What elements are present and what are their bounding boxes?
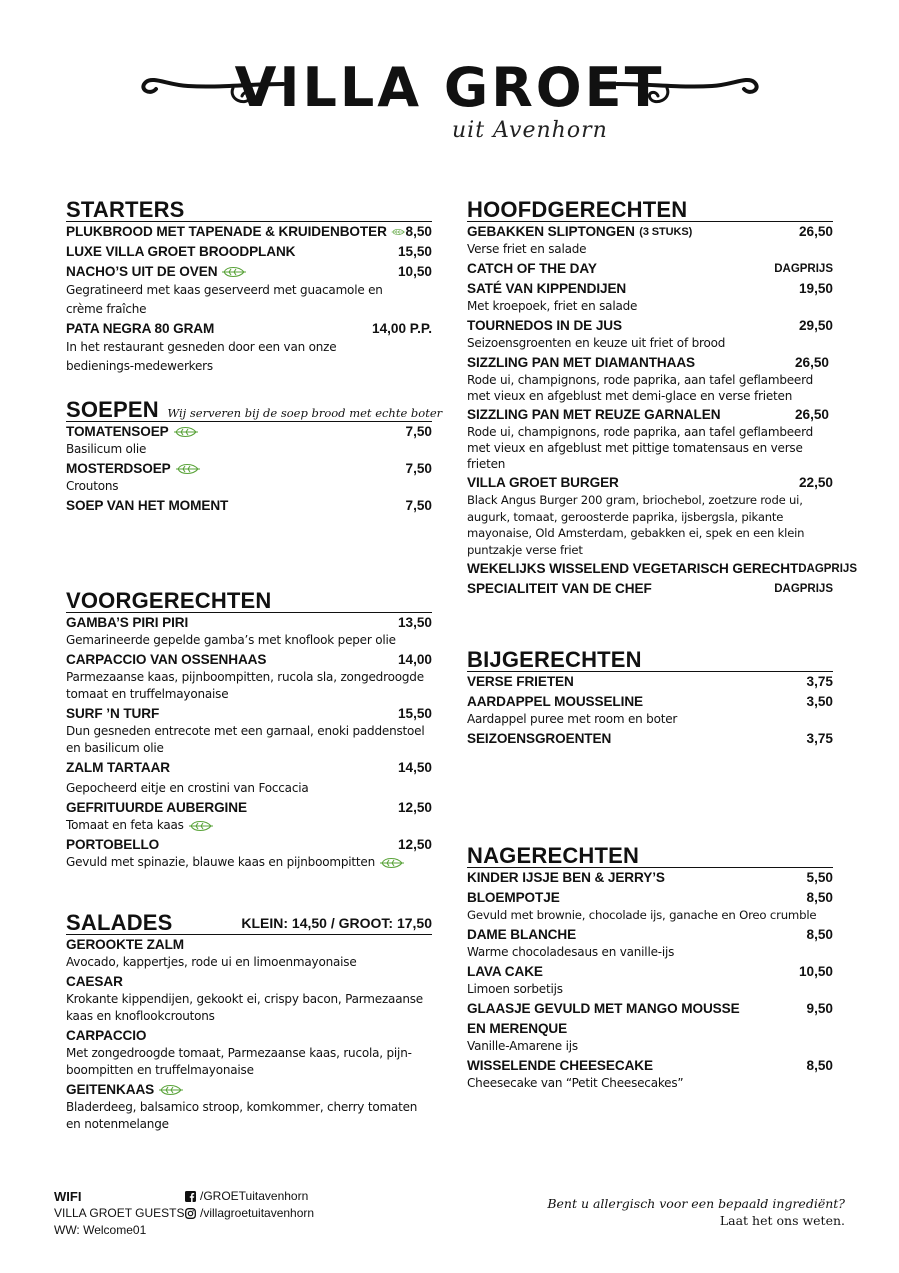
item-name: CARPACCIO <box>66 1028 147 1043</box>
item-description: Croutons <box>66 479 119 493</box>
item-price: 3,50 <box>806 694 833 709</box>
leaf-icon <box>391 226 406 238</box>
item-name: LUXE VILLA GROET BROODPLANK <box>66 244 296 259</box>
section-header <box>66 910 432 935</box>
menu-item <box>467 1057 833 1092</box>
item-name-note: (3 STUKS) <box>639 226 693 238</box>
menu-item <box>467 673 833 691</box>
item-name: PORTOBELLO <box>66 837 160 852</box>
item-price: DAGPRIJS <box>774 263 833 275</box>
menu-item <box>467 406 833 472</box>
menu-item <box>66 497 432 515</box>
item-name: KINDER IJSJE BEN & JERRY’S <box>467 870 665 885</box>
item-name: WISSELENDE CHEESECAKE <box>467 1058 653 1073</box>
nagerechten-section <box>467 843 833 1092</box>
menu-item <box>467 1000 833 1055</box>
item-name: WEKELIJKS WISSELEND VEGETARISCH GERECHT <box>467 561 799 576</box>
menu-item <box>467 354 833 404</box>
item-description: Gevuld met brownie, chocolade ijs, ganache en Oreo crumble <box>467 908 817 922</box>
item-description: Bladerdeeg, balsamico stroop, komkommer, cherry tomaten en notenmelange <box>66 1100 418 1131</box>
leaf-icon <box>158 1084 184 1096</box>
item-name: GLAASJE GEVULD MET MANGO MOUSSE <box>467 1001 740 1016</box>
item-price: 9,50 <box>806 1001 833 1016</box>
menu-item <box>467 926 833 961</box>
item-price: 15,50 <box>397 706 432 721</box>
menu-item <box>467 963 833 998</box>
item-price: 8,50 <box>405 224 432 239</box>
item-name: TOMATENSOEP <box>66 424 169 439</box>
item-name: TOURNEDOS IN DE JUS <box>467 318 622 333</box>
item-description: Gemarineerde gepelde gamba’s met knoflook peper olie <box>66 633 396 647</box>
menu-item <box>66 759 432 797</box>
facebook-handle: /GROETuitavenhorn <box>200 1189 309 1203</box>
item-price: 3,75 <box>806 731 833 746</box>
item-price: 12,50 <box>397 800 432 815</box>
item-name: NACHO’S UIT DE OVEN <box>66 264 218 279</box>
item-description: Met kroepoek, friet en salade <box>467 299 638 313</box>
menu-item <box>467 223 833 258</box>
item-description: Limoen sorbetijs <box>467 982 563 996</box>
item-price: 26,50 <box>798 224 833 239</box>
item-price: 26,50 <box>794 355 829 370</box>
item-description: Gegratineerd met kaas geserveerd met guacamole en crème fraîche <box>66 283 383 316</box>
item-name: PATA NEGRA 80 GRAM <box>66 321 215 336</box>
item-price: 8,50 <box>806 927 833 942</box>
menu-item <box>66 614 432 649</box>
facebook-icon <box>185 1191 196 1202</box>
item-name: SURF ’N TURF <box>66 706 160 721</box>
item-description <box>66 854 432 871</box>
section-header <box>467 197 833 222</box>
item-price: 12,50 <box>397 837 432 852</box>
item-price: 10,50 <box>397 264 432 279</box>
menu-item <box>66 263 432 319</box>
item-price: DAGPRIJS <box>774 583 833 595</box>
menu-item <box>467 260 833 278</box>
bijgerechten-section <box>467 647 833 748</box>
menu-item <box>467 869 833 887</box>
voorgerechten-section <box>66 588 432 871</box>
menu-item <box>66 243 432 261</box>
menu-item <box>66 1081 432 1133</box>
item-name: GEFRITUURDE AUBERGINE <box>66 800 247 815</box>
item-name: CATCH OF THE DAY <box>467 261 597 276</box>
item-description: Aardappel puree met room en boter <box>467 712 678 726</box>
section-header <box>467 647 833 672</box>
menu-item <box>467 474 833 558</box>
menu-item <box>66 1027 432 1079</box>
soepen-section <box>66 397 443 515</box>
salades-section <box>66 910 432 1133</box>
social-links <box>185 1188 314 1222</box>
item-price: 10,50 <box>798 964 833 979</box>
item-name: SATÉ VAN KIPPENDIJEN <box>467 281 627 296</box>
item-description: In het restaurant gesneden door een van onze bedienings-medewerkers <box>66 340 337 373</box>
item-description: Parmezaanse kaas, pijnboompitten, rucola sla, zongedroogde tomaat en truffelmayonaise <box>66 670 424 701</box>
salades-prices: KLEIN: 14,50 / GROOT: 17,50 <box>241 915 432 931</box>
item-price: 13,50 <box>397 615 432 630</box>
menu-item <box>66 973 432 1025</box>
item-description: Cheesecake van “Petit Cheesecakes” <box>467 1076 684 1090</box>
wifi-info <box>54 1188 185 1239</box>
logo <box>0 58 899 148</box>
section-header <box>66 197 432 222</box>
menu-item <box>66 799 432 834</box>
item-name: VERSE FRIETEN <box>467 674 574 689</box>
wifi-network: VILLA GROET GUESTS <box>54 1206 185 1220</box>
item-name: BLOEMPOTJE <box>467 890 560 905</box>
item-price: 22,50 <box>798 475 833 490</box>
item-price: 7,50 <box>405 498 432 513</box>
item-name: SPECIALITEIT VAN DE CHEF <box>467 581 652 596</box>
item-price: 15,50 <box>397 244 432 259</box>
item-name: CARPACCIO VAN OSSENHAAS <box>66 652 267 667</box>
section-title: HOOFDGERECHTEN <box>467 197 688 222</box>
item-description: Basilicum olie <box>66 442 147 456</box>
section-title: SOEPEN <box>66 397 159 422</box>
leaf-icon <box>221 266 247 278</box>
item-name: GEBAKKEN SLIPTONGEN <box>467 224 635 239</box>
menu-item <box>467 560 857 578</box>
section-title: NAGERECHTEN <box>467 843 640 868</box>
allergy-question: Bent u allergisch voor een bepaald ingrediënt? <box>547 1196 845 1211</box>
section-title: VOORGERECHTEN <box>66 588 272 613</box>
section-title: STARTERS <box>66 197 185 222</box>
logo-subtitle: uit Avenhorn <box>452 118 608 143</box>
item-price: 8,50 <box>806 1058 833 1073</box>
item-name: SIZZLING PAN MET DIAMANTHAAS <box>467 355 696 370</box>
instagram-icon <box>185 1208 196 1219</box>
menu-item <box>66 651 432 703</box>
item-name: AARDAPPEL MOUSSELINE <box>467 694 643 709</box>
item-price: 5,50 <box>806 870 833 885</box>
section-header <box>467 843 833 868</box>
wifi-label: WIFI <box>54 1189 82 1204</box>
item-description-text: Gevuld met spinazie, blauwe kaas en pijnboompitten <box>66 855 376 869</box>
item-name: SIZZLING PAN MET REUZE GARNALEN <box>467 407 721 422</box>
menu-item <box>66 460 432 495</box>
instagram-handle: /villagroetuitavenhorn <box>200 1206 315 1220</box>
item-name: VILLA GROET BURGER <box>467 475 619 490</box>
item-name: MOSTERDSOEP <box>66 461 171 476</box>
item-description: Black Angus Burger 200 gram, briochebol, zoetzure rode ui, augurk, tomaat, geroosterde paprika, ijsbergsla, pikante mayonaise, Old Amsterdam, gebakken ei, spek en een klein puntzakje verse friet <box>467 493 805 557</box>
facebook-link[interactable] <box>185 1188 314 1205</box>
section-header <box>66 397 443 422</box>
item-description: Krokante kippendijen, gekookt ei, crispy bacon, Parmezaanse kaas en knoflookcroutons <box>66 992 423 1023</box>
section-title: BIJGERECHTEN <box>467 647 642 672</box>
item-price: 7,50 <box>405 424 432 439</box>
item-description: Verse friet en salade <box>467 242 587 256</box>
item-price: 3,75 <box>806 674 833 689</box>
item-price: 7,50 <box>405 461 432 476</box>
item-description: Met zongedroogde tomaat, Parmezaanse kaas, rucola, pijn-boompitten en truffelmayonaise <box>66 1046 412 1077</box>
menu-item <box>66 936 432 971</box>
section-header <box>66 588 432 613</box>
item-name: PLUKBROOD MET TAPENADE & KRUIDENBOTER <box>66 224 387 239</box>
leaf-icon <box>188 820 214 832</box>
menu-item <box>467 580 833 598</box>
menu-item <box>467 693 833 728</box>
item-description: Seizoensgroenten en keuze uit friet of brood <box>467 336 726 350</box>
item-price: 26,50 <box>794 407 829 422</box>
item-name: CAESAR <box>66 974 123 989</box>
menu-item <box>66 320 432 376</box>
item-description: Vanille-Amarene ijs <box>467 1039 578 1053</box>
item-price: 14,50 <box>397 760 432 775</box>
menu-item <box>467 730 833 748</box>
allergy-note <box>547 1195 845 1229</box>
instagram-link[interactable] <box>185 1205 314 1222</box>
menu-item <box>467 280 833 315</box>
item-price: 8,50 <box>806 890 833 905</box>
item-price: DAGPRIJS <box>798 563 857 575</box>
item-description: Rode ui, champignons, rode paprika, aan tafel geflambeerd met vieux en afgeblust met pittige tomatensaus en verse frieten <box>467 425 814 471</box>
menu-item <box>467 889 833 924</box>
menu-item <box>66 705 432 757</box>
menu-item <box>66 223 432 241</box>
leaf-icon <box>379 857 405 869</box>
item-price: 19,50 <box>798 281 833 296</box>
item-name: GAMBA’S PIRI PIRI <box>66 615 189 630</box>
section-title: SALADES <box>66 910 173 935</box>
hoofdgerechten-section <box>467 197 857 598</box>
item-name-line2: EN MERENQUE <box>467 1021 568 1036</box>
menu-item <box>66 836 432 871</box>
item-name: GEROOKTE ZALM <box>66 937 185 952</box>
item-description: Warme chocoladesaus en vanille-ijs <box>467 945 675 959</box>
item-price: 14,00 P.P. <box>372 321 432 336</box>
menu-item <box>66 423 432 458</box>
item-description: Gepocheerd eitje en crostini van Foccacia <box>66 781 309 795</box>
item-price: 29,50 <box>798 318 833 333</box>
menu-item <box>467 317 833 352</box>
item-description <box>66 817 432 834</box>
leaf-icon <box>173 426 199 438</box>
item-description-text: Tomaat en feta kaas <box>66 818 184 832</box>
item-description: Avocado, kappertjes, rode ui en limoenmayonaise <box>66 955 357 969</box>
item-description: Rode ui, champignons, rode paprika, aan tafel geflambeerd met vieux en afgeblust met demi-glace en verse frieten <box>467 373 814 403</box>
logo-title: VILLA GROET <box>234 56 665 119</box>
item-description: Dun gesneden entrecote met een garnaal, enoki paddenstoel en basilicum olie <box>66 724 425 755</box>
item-price: 14,00 <box>397 652 432 667</box>
allergy-instruction: Laat het ons weten. <box>719 1213 845 1228</box>
wifi-password: WW: Welcome01 <box>54 1223 147 1237</box>
leaf-icon <box>175 463 201 475</box>
item-name: ZALM TARTAAR <box>66 760 170 775</box>
item-name: SEIZOENSGROENTEN <box>467 731 612 746</box>
section-note: Wij serveren bij de soep brood met echte boter <box>167 406 443 420</box>
starters-section <box>66 197 432 376</box>
item-name: GEITENKAAS <box>66 1082 155 1097</box>
item-name: DAME BLANCHE <box>467 927 577 942</box>
item-name: LAVA CAKE <box>467 964 543 979</box>
item-name: SOEP VAN HET MOMENT <box>66 498 229 513</box>
